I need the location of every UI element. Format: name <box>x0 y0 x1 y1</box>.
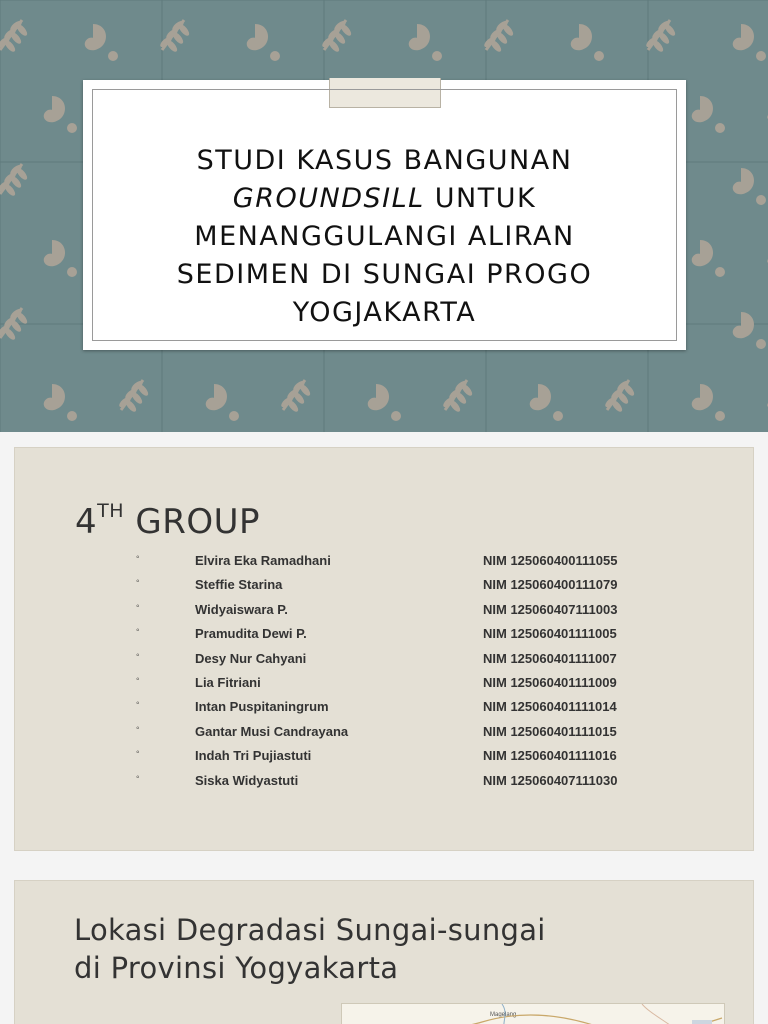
member-row <box>15 598 755 622</box>
pattern-motif <box>733 168 766 205</box>
member-name: Siska Widyastuti <box>195 772 299 788</box>
map-image <box>341 1003 725 1024</box>
bullet-icon: ◦ <box>136 722 140 734</box>
pattern-motif <box>118 379 150 413</box>
pattern-motif <box>0 163 29 197</box>
member-nim: NIM 125060401111005 <box>483 626 617 642</box>
member-row <box>15 622 755 646</box>
group-title <box>75 499 260 542</box>
location-title-line-2: di Provinsi Yogyakarta <box>74 951 399 985</box>
location-title <box>74 911 546 987</box>
title-line-5: YOGJAKARTA <box>292 297 477 328</box>
map-label-magelang: Magelang <box>490 1012 517 1018</box>
bullet-icon: ◦ <box>136 552 140 563</box>
pattern-motif <box>206 384 239 421</box>
member-name: Intan Puspitaningrum <box>195 699 329 715</box>
bullet-icon: ◦ <box>136 649 140 661</box>
pattern-motif <box>733 312 766 349</box>
group-word: GROUP <box>124 502 260 542</box>
pattern-motif <box>692 240 725 277</box>
member-name: Indah Tri Pujiastuti <box>195 748 312 764</box>
member-nim: NIM 125060401111016 <box>483 748 617 764</box>
pattern-motif <box>692 96 725 133</box>
pattern-motif <box>44 384 77 421</box>
pattern-motif <box>733 24 766 61</box>
slide-title <box>93 142 676 332</box>
member-row <box>15 769 755 793</box>
pattern-motif <box>280 379 312 413</box>
member-row <box>15 695 755 719</box>
bullet-icon: ◦ <box>136 698 140 710</box>
member-name: Lia Fitriani <box>195 674 261 690</box>
title-line-2 <box>93 180 676 218</box>
member-name: Gantar Musi Candrayana <box>195 723 349 739</box>
pattern-motif <box>571 24 604 61</box>
member-row <box>15 573 755 597</box>
bullet-icon: ◦ <box>136 576 140 588</box>
map-roads <box>342 1004 726 1024</box>
bullet-icon: ◦ <box>136 625 140 637</box>
title-slide <box>0 0 768 432</box>
member-name: Desy Nur Cahyani <box>195 650 307 666</box>
pattern-motif <box>44 96 77 133</box>
pattern-motif <box>530 384 563 421</box>
member-row <box>15 549 755 573</box>
location-title-line-1: Lokasi Degradasi Sungai-sungai <box>74 913 546 947</box>
member-name: Pramudita Dewi P. <box>195 626 307 642</box>
member-nim: NIM 125060401111015 <box>483 723 617 739</box>
pattern-motif <box>159 19 191 53</box>
member-nim: NIM 125060400111055 <box>483 553 618 568</box>
member-nim: NIM 125060401111007 <box>483 650 617 666</box>
pattern-motif <box>645 19 677 53</box>
member-name: Elvira Eka Ramadhani <box>195 553 331 568</box>
title-line-3: MENANGGULANGI ALIRAN <box>194 221 575 252</box>
member-row <box>15 744 755 768</box>
member-row <box>15 647 755 671</box>
title-line-1: STUDI KASUS BANGUNAN <box>196 145 573 176</box>
title-card-border <box>92 89 677 341</box>
pattern-motif <box>442 379 474 413</box>
member-nim: NIM 125060400111079 <box>483 577 618 593</box>
bullet-icon: ◦ <box>136 747 140 759</box>
pattern-motif <box>483 19 515 53</box>
pattern-motif <box>44 240 77 277</box>
location-slide <box>14 880 754 1024</box>
bullet-icon: ◦ <box>136 600 140 612</box>
pattern-motif <box>692 384 725 421</box>
member-nim: NIM 125060407111003 <box>483 601 618 617</box>
member-row <box>15 720 755 744</box>
member-name: Steffie Starina <box>195 577 283 593</box>
group-number: 4 <box>75 502 98 542</box>
title-card <box>83 80 686 350</box>
group-slide <box>14 447 754 851</box>
pattern-motif <box>409 24 442 61</box>
member-nim: NIM 125060401111009 <box>483 674 617 690</box>
member-row <box>15 671 755 695</box>
bullet-icon: ◦ <box>136 673 140 685</box>
pattern-motif <box>0 19 29 53</box>
pattern-motif <box>604 379 636 413</box>
title-italic-word: GROUNDSILL <box>232 183 425 214</box>
pattern-motif <box>85 24 118 61</box>
bullet-icon: ◦ <box>136 771 140 783</box>
pattern-motif <box>321 19 353 53</box>
title-line-2-rest: UNTUK <box>424 183 537 214</box>
title-line-4: SEDIMEN DI SUNGAI PROGO <box>176 259 593 290</box>
pattern-motif <box>247 24 280 61</box>
group-ordinal: TH <box>97 499 125 522</box>
member-nim: NIM 125060401111014 <box>483 699 617 715</box>
member-nim: NIM 125060407111030 <box>483 772 618 788</box>
member-list <box>15 549 755 793</box>
pattern-motif <box>368 384 401 421</box>
member-name: Widyaiswara P. <box>195 601 288 617</box>
